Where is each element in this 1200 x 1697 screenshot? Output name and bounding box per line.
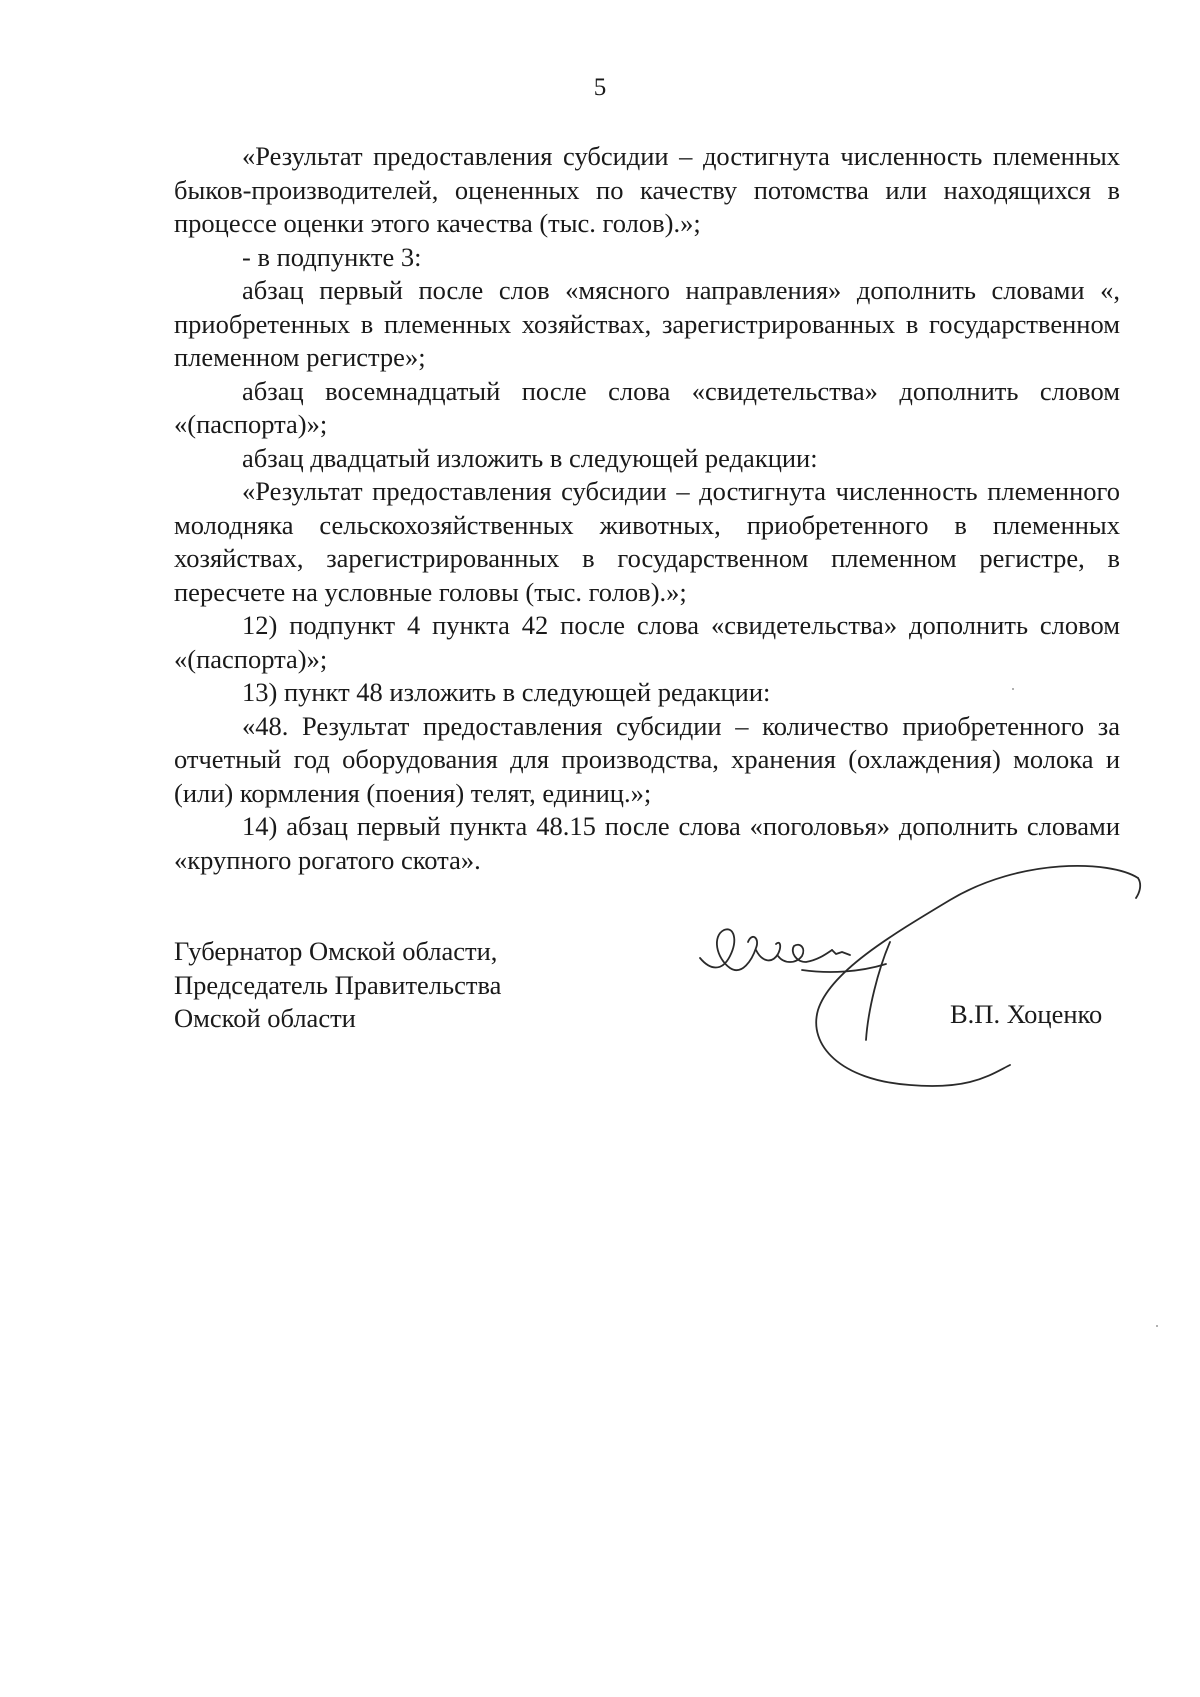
page-number: 5	[593, 74, 607, 101]
paragraph: 13) пункт 48 изложить в следующей редакции:	[242, 677, 771, 707]
paragraph: абзац восемнадцатый после слова «свидетельства» дополнить словом «(паспорта)»;	[174, 375, 1120, 439]
signatory-title	[174, 935, 501, 1036]
scan-speck	[1156, 1325, 1158, 1327]
paragraph: «Результат предоставления субсидии – достигнута численность племенных быков-производителей, оцененных по качеству потомства или находящихся в процессе оценки этого качества (тыс. голов).»;	[174, 141, 1120, 238]
signatory-title-line: Председатель Правительства	[174, 969, 502, 1000]
signer-name: В.П. Хоценко	[950, 999, 1103, 1029]
signatory-title-line: Губернатор Омской области,	[174, 936, 498, 966]
paragraph: «48. Результат предоставления субсидии – количество приобретенного за отчетный год оборудования для производства, хранения (охлаждения) молока и (или) кормления (поения) телят, единиц.»;	[174, 710, 1120, 808]
document-body	[174, 140, 1120, 877]
scan-speck	[1012, 688, 1014, 690]
handwritten-signature	[690, 860, 1150, 1100]
paragraph: абзац первый после слов «мясного направления» дополнить словами «, приобретенных в племенных хозяйствах, зарегистрированных в государственном племенном регистре»;	[174, 275, 1120, 372]
paragraph: «Результат предоставления субсидии – достигнута численность племенного молодняка сельскохозяйственных животных, приобретенного в племенных хозяйствах, зарегистрированных в государственном племенном регистре, в пересчете на условные головы (тыс. голов).»;	[174, 476, 1120, 607]
signatory-title-line: Омской области	[174, 1003, 356, 1033]
paragraph: - в подпункте 3:	[242, 241, 422, 272]
paragraph: 14) абзац первый пункта 48.15 после слова «поголовья» дополнить словами «крупного рогатого скота».	[174, 811, 1120, 875]
paragraph: абзац двадцатый изложить в следующей редакции:	[242, 442, 818, 473]
paragraph: 12) подпункт 4 пункта 42 после слова «свидетельства» дополнить словом «(паспорта)»;	[174, 610, 1120, 674]
